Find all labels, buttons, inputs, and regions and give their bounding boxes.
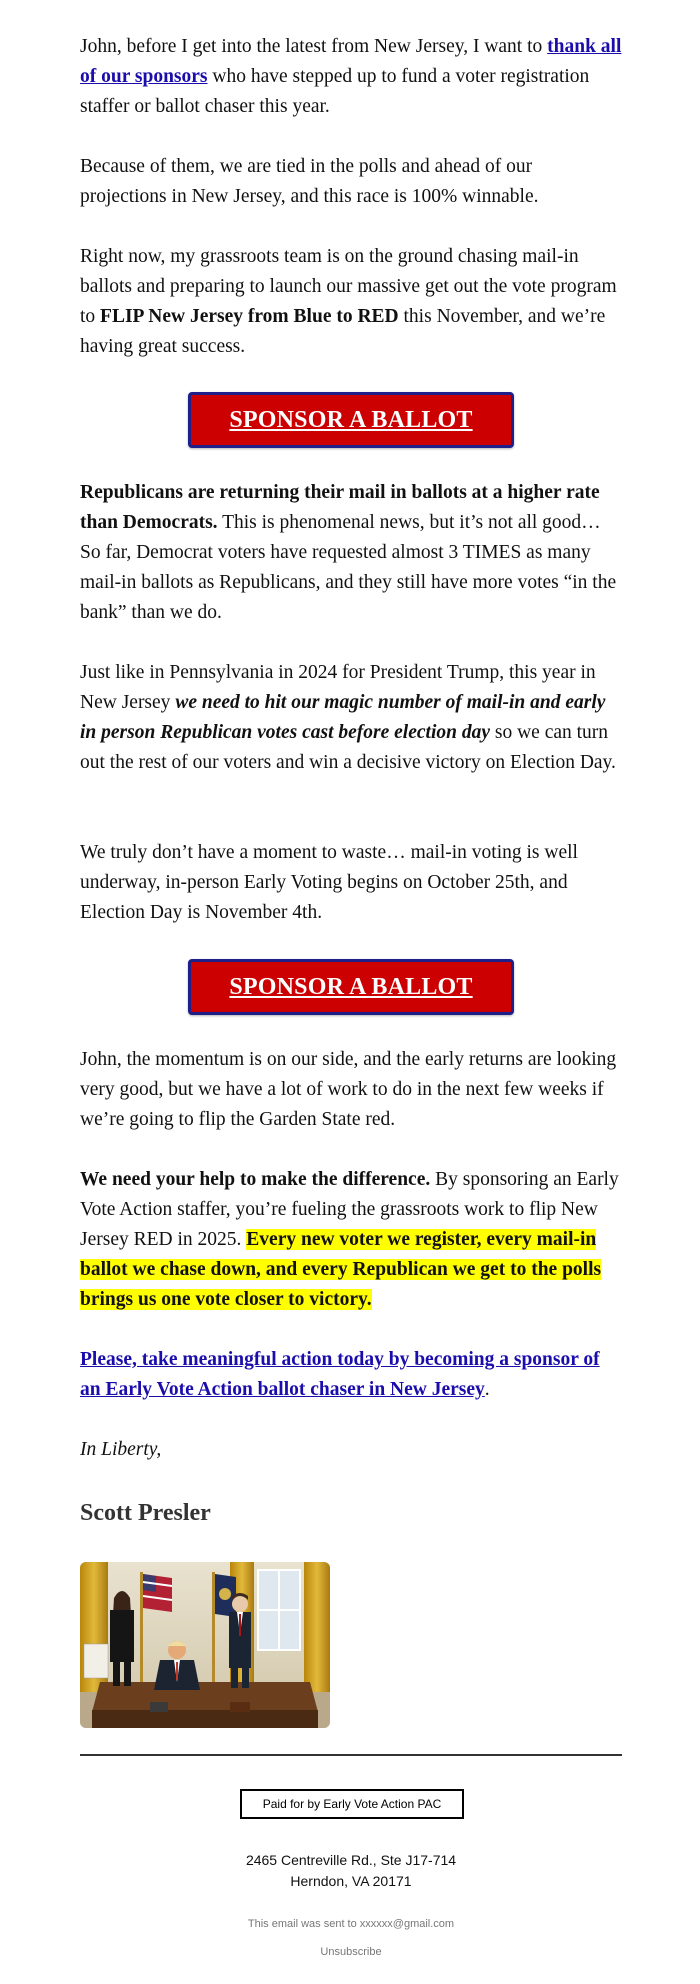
address-line-1: 2465 Centreville Rd., Ste J17-714 (245, 1852, 457, 1868)
paragraph-text: This is phenomenal news, but it’s not all good… So far, Democrat voters have requested almost 3 TIMES as many mail-in ballots as Republicans, and they still have more votes “in the bank” than we do. (80, 512, 617, 623)
paragraph-thanks (80, 32, 622, 122)
footer-divider (80, 1754, 622, 1756)
thank-sponsors-link[interactable]: thank all of our sponsors (80, 36, 622, 87)
sent-to-notice: This email was sent to xxxxxx@gmail.com (247, 1918, 455, 1930)
paragraph-magic-number (80, 658, 622, 778)
highlighted-text: Every new voter we register, every mail-in ballot we chase down, and every Republican we get to the polls brings us one vote closer to victory. (80, 1229, 602, 1310)
sponsor-ballot-chaser-button[interactable]: SPONSOR A BALLOT CHASER (188, 392, 514, 448)
paragraph-text: . (484, 1379, 490, 1400)
paragraph-grassroots (80, 242, 622, 362)
paragraph-mail-ballots (80, 478, 622, 628)
photo-illustration (80, 1562, 330, 1728)
mailing-address (80, 1850, 622, 1892)
paragraph-text: John, before I get into the latest from New Jersey, I want to (80, 36, 548, 57)
paragraph-text: Just like in Pennsylvania in 2024 for President Trump, this year in New Jersey (80, 662, 596, 713)
paragraph-text: so we can turn out the rest of our voters and win a decisive victory on Election Day. (80, 722, 616, 773)
oval-office-photo (80, 1562, 330, 1728)
paragraph-text: By sponsoring an Early Vote Action staffer, you’re fueling the grassroots work to flip New Jersey RED in 2025. (80, 1169, 619, 1250)
paragraph-momentum: John, the momentum is on our side, and the early returns are looking very good, but we have a lot of work to do in the next few weeks if we’re going to flip the Garden State red. (80, 1049, 617, 1130)
paragraph-your-help (80, 1165, 622, 1315)
paid-for-disclaimer: Paid for by Early Vote Action PAC (240, 1789, 464, 1819)
paragraph-text: this November, and we’re having great success. (80, 306, 606, 357)
closing-salutation: In Liberty, (80, 1439, 162, 1460)
address-line-2: Herndon, VA 20171 (290, 1873, 412, 1889)
cta-button-container (80, 392, 622, 482)
paragraph-bold-text: FLIP New Jersey from Blue to RED (100, 306, 399, 327)
paragraph-polls: Because of them, we are tied in the polls and ahead of our projections in New Jersey, and this race is 100% winnable. (80, 156, 539, 207)
cta-button-container (80, 959, 622, 1049)
paragraph-bold-italic-text: we need to hit our magic number of mail-in and early in person Republican votes cast before election day (80, 692, 606, 743)
paragraph-text: who have stepped up to fund a voter registration staffer or ballot chaser this year. (80, 66, 590, 117)
paragraph-text: Right now, my grassroots team is on the ground chasing mail-in ballots and preparing to launch our massive get out the vote program to (80, 246, 617, 327)
sponsor-ballot-chaser-button-2[interactable]: SPONSOR A BALLOT CHASER (188, 959, 514, 1015)
sponsor-action-link[interactable]: Please, take meaningful action today by becoming a sponsor of an Early Vote Action ballot chaser in New Jersey (80, 1349, 600, 1400)
paragraph-bold-text: We need your help to make the difference. (80, 1169, 431, 1190)
unsubscribe-link[interactable]: Unsubscribe (320, 1946, 382, 1958)
signature-name: Scott Presler (80, 1500, 211, 1526)
paragraph-take-action (80, 1345, 622, 1405)
paragraph-bold-text: Republicans are returning their mail in ballots at a higher rate than Democrats. (80, 482, 600, 533)
paragraph-no-time: We truly don’t have a moment to waste… mail-in voting is well underway, in-person Early Voting begins on October 25th, and Election Day is November 4th. (80, 842, 578, 923)
